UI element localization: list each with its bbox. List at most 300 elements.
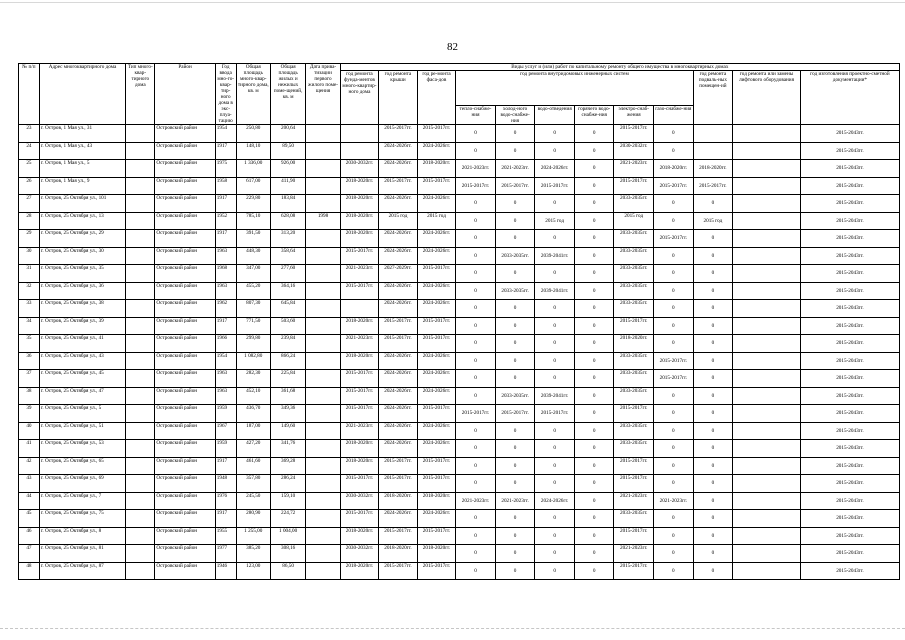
year-cell: 1976 [215,492,236,510]
elevator-cell [733,457,801,475]
facade-cell: 2024-2026гг. [417,282,456,300]
living-area-cell: 341,76 [270,440,305,458]
sewer-cell: 0 [535,300,575,318]
foundation-cell: 2021-2023гг. [340,422,379,440]
gas-cell: 0 [654,300,694,318]
total-area-cell: 245,50 [236,492,270,510]
elevator-cell [733,545,801,563]
header-design: год изготовления проектно-сметной документации* [800,71,899,125]
sewer-cell: 0 [535,475,575,493]
facade-cell: 2018-2020гг. [417,160,456,178]
privatization-cell [306,527,340,545]
basement-cell: 0 [693,510,733,528]
living-area-cell: 239,84 [270,335,305,353]
heat-supply-cell: 0 [456,545,496,563]
design-docs-cell: 2015-2043гг. [800,212,899,230]
roof-cell: 2024-2026гг. [379,387,418,405]
elevator-cell [733,265,801,283]
electric-cell: 2033-2035гг. [614,387,654,405]
heat-supply-cell: 0 [456,230,496,248]
privatization-cell [306,405,340,423]
total-area-cell: 347,00 [236,265,270,283]
table-row [19,422,900,440]
cold-water-cell: 0 [495,212,535,230]
basement-cell: 0 [693,282,733,300]
hot-water-cell: 0 [574,422,614,440]
district-cell: Островский район [155,335,215,353]
address-cell: г. Остров, 25 Октября ул., 75 [39,510,125,528]
gas-cell: 0 [654,195,694,213]
basement-cell: 0 [693,230,733,248]
address-cell: г. Остров, 25 Октября ул., 53 [39,440,125,458]
basement-cell: 0 [693,265,733,283]
total-area-cell: 427,20 [236,440,270,458]
sewer-cell: 0 [535,195,575,213]
house-type-cell [126,422,155,440]
design-docs-cell: 2015-2043гг. [800,545,899,563]
hot-water-cell: 0 [574,457,614,475]
year-cell: 1954 [215,125,236,143]
privatization-cell [306,195,340,213]
table-row [19,247,900,265]
elevator-cell [733,142,801,160]
roof-cell: 2024-2026гг. [379,142,418,160]
table-row [19,405,900,423]
privatization-cell: 1998 [306,212,340,230]
foundation-cell: 2015-2017гг. [340,387,379,405]
roof-cell: 2024-2026гг. [379,247,418,265]
house-type-cell [126,527,155,545]
foundation-cell: 2018-2020гг. [340,527,379,545]
sewer-cell: 0 [535,527,575,545]
sewer-cell: 2015-2017гг. [535,177,575,195]
sewer-cell: 2024-2026гг. [535,160,575,178]
elevator-cell [733,317,801,335]
cold-water-cell: 0 [495,370,535,388]
heat-supply-cell: 0 [456,282,496,300]
facade-cell: 2024-2026гг. [417,247,456,265]
gas-cell: 2015-2017гг. [654,177,694,195]
facade-cell: 2024-2026гг. [417,440,456,458]
house-type-cell [126,300,155,318]
table-row [19,370,900,388]
row-number: 29 [19,230,40,248]
living-area-cell: 224,72 [270,510,305,528]
house-type-cell [126,457,155,475]
header-nonres-area: Общая площадь жилых и нежилых поме-щений, кв. м [270,64,305,125]
total-area-cell: 455,20 [236,282,270,300]
heat-supply-cell: 0 [456,457,496,475]
gas-cell: 0 [654,562,694,580]
roof-cell: 2024-2026гг. [379,160,418,178]
foundation-cell: 2018-2020гг. [340,212,379,230]
sewer-cell: 0 [535,562,575,580]
basement-cell [693,142,733,160]
design-docs-cell: 2015-2043гг. [800,300,899,318]
year-cell: 1962 [215,300,236,318]
privatization-cell [306,125,340,143]
basement-cell: 0 [693,300,733,318]
district-cell: Островский район [155,475,215,493]
cold-water-cell: 2015-2017гг. [495,405,535,423]
table-body [19,125,900,580]
district-cell: Островский район [155,510,215,528]
basement-cell: 0 [693,370,733,388]
year-cell: 1963 [215,282,236,300]
privatization-cell [306,440,340,458]
heat-supply-cell: 0 [456,247,496,265]
heat-supply-cell: 0 [456,422,496,440]
cold-water-cell: 0 [495,510,535,528]
total-area-cell: 436,70 [236,405,270,423]
table-row [19,352,900,370]
year-cell: 1975 [215,160,236,178]
facade-cell: 2024-2026гг. [417,300,456,318]
sewer-cell: 0 [535,510,575,528]
house-type-cell [126,282,155,300]
facade-cell: 2024-2026гг. [417,422,456,440]
total-area-cell: 148,10 [236,142,270,160]
row-number: 38 [19,387,40,405]
hot-water-cell: 0 [574,405,614,423]
table-row [19,510,900,528]
elevator-cell [733,212,801,230]
foundation-cell: 2015-2017гг. [340,510,379,528]
design-docs-cell: 2015-2043гг. [800,422,899,440]
total-area-cell: 229,80 [236,195,270,213]
roof-cell: 2018-2020гг. [379,545,418,563]
cold-water-cell: 0 [495,527,535,545]
privatization-cell [306,265,340,283]
hot-water-cell: 0 [574,125,614,143]
sewer-cell: 2015 год [535,212,575,230]
elevator-cell [733,475,801,493]
privatization-cell [306,510,340,528]
living-area-cell: 86,50 [270,562,305,580]
heat-supply-cell: 2021-2023гг. [456,492,496,510]
total-area-cell: 452,10 [236,387,270,405]
row-number: 31 [19,265,40,283]
basement-cell: 2015 год [693,212,733,230]
address-cell: г. Остров, 25 Октября ул., 35 [39,265,125,283]
page-bottom-edge [0,628,905,629]
district-cell: Островский район [155,125,215,143]
living-area-cell: 866,24 [270,352,305,370]
table-row [19,317,900,335]
address-cell: г. Остров, 25 Октября ул., 101 [39,195,125,213]
electric-cell: 2030-2032гг. [614,142,654,160]
capital-repair-table [18,63,900,580]
electric-cell: 2033-2035гг. [614,300,654,318]
page-number: 82 [447,41,458,53]
address-cell: г. Остров, 1 Мая ул., 31 [39,125,125,143]
house-type-cell [126,177,155,195]
row-number: 36 [19,352,40,370]
heat-supply-cell: 0 [456,527,496,545]
electric-cell: 2033-2035гг. [614,195,654,213]
hot-water-cell: 0 [574,370,614,388]
roof-cell: 2024-2026гг. [379,300,418,318]
elevator-cell [733,177,801,195]
row-number: 41 [19,440,40,458]
total-area-cell: 391,50 [236,230,270,248]
total-area-cell: 123,00 [236,562,270,580]
year-cell: 1917 [215,510,236,528]
table-row [19,265,900,283]
year-cell: 1948 [215,475,236,493]
cold-water-cell: 0 [495,142,535,160]
heat-supply-cell: 0 [456,195,496,213]
design-docs-cell: 2015-2043гг. [800,475,899,493]
header-address: Адрес многоквартирного дома [39,64,125,125]
header-facade: год ре-монта фаса-дов [417,71,456,125]
table-row [19,335,900,353]
living-area-cell: 364,16 [270,282,305,300]
electric-cell: 2015-2017гг. [614,562,654,580]
hot-water-cell: 0 [574,142,614,160]
gas-cell: 0 [654,247,694,265]
cold-water-cell: 0 [495,195,535,213]
cold-water-cell: 0 [495,335,535,353]
table-row [19,125,900,143]
foundation-cell: 2018-2020гг. [340,457,379,475]
cold-water-cell: 2015-2017гг. [495,177,535,195]
electric-cell: 2021-2023гг. [614,492,654,510]
row-number: 35 [19,335,40,353]
table-row [19,545,900,563]
living-area-cell: 149,60 [270,422,305,440]
district-cell: Островский район [155,247,215,265]
total-area-cell: 385,20 [236,545,270,563]
heat-supply-cell: 0 [456,212,496,230]
design-docs-cell: 2015-2043гг. [800,230,899,248]
living-area-cell: 313,20 [270,230,305,248]
facade-cell: 2015-2017гг. [417,265,456,283]
address-cell: г. Остров, 25 Октября ул., 8 [39,527,125,545]
cold-water-cell: 0 [495,230,535,248]
total-area-cell: 771,50 [236,317,270,335]
house-type-cell [126,492,155,510]
year-cell: 1946 [215,562,236,580]
header-year: Год ввода мно-го-квар-тир-ного дома в экс-плуа-тацию [215,64,236,125]
foundation-cell: 2030-2032гг. [340,492,379,510]
year-cell: 1954 [215,352,236,370]
electric-cell: 2015-2017гг. [614,125,654,143]
heat-supply-cell: 0 [456,370,496,388]
address-cell: г. Остров, 25 Октября ул., 43 [39,352,125,370]
header-heat: тепло-снабже-ния [456,106,496,125]
electric-cell: 2033-2035гг. [614,247,654,265]
hot-water-cell: 0 [574,300,614,318]
design-docs-cell: 2015-2043гг. [800,370,899,388]
heat-supply-cell: 2015-2017гг. [456,405,496,423]
year-cell: 1917 [215,195,236,213]
foundation-cell [340,125,379,143]
electric-cell: 2033-2035гг. [614,352,654,370]
gas-cell: 0 [654,475,694,493]
house-type-cell [126,265,155,283]
design-docs-cell: 2015-2043гг. [800,562,899,580]
sewer-cell: 0 [535,457,575,475]
foundation-cell: 2021-2023гг. [340,335,379,353]
gas-cell: 0 [654,335,694,353]
house-type-cell [126,545,155,563]
gas-cell: 0 [654,440,694,458]
design-docs-cell: 2015-2043гг. [800,125,899,143]
design-docs-cell: 2015-2043гг. [800,282,899,300]
facade-cell: 2024-2026гг. [417,230,456,248]
roof-cell: 2015-2017гг. [379,527,418,545]
facade-cell: 2024-2026гг. [417,142,456,160]
row-number: 23 [19,125,40,143]
total-area-cell: 1 336,00 [236,160,270,178]
year-cell: 1963 [215,387,236,405]
house-type-cell [126,562,155,580]
design-docs-cell: 2015-2043гг. [800,247,899,265]
electric-cell: 2015-2017гг. [614,317,654,335]
design-docs-cell: 2015-2043гг. [800,492,899,510]
address-cell: г. Остров, 25 Октября ул., 47 [39,387,125,405]
address-cell: г. Остров, 25 Октября ул., 51 [39,422,125,440]
address-cell: г. Остров, 25 Октября ул., 41 [39,335,125,353]
year-cell: 1917 [215,317,236,335]
cold-water-cell: 0 [495,265,535,283]
house-type-cell [126,247,155,265]
header-priv-date: Дата прива-тизации первого жилого поме-щения [306,64,340,125]
privatization-cell [306,177,340,195]
privatization-cell [306,387,340,405]
basement-cell: 0 [693,195,733,213]
year-cell: 1959 [215,405,236,423]
house-type-cell [126,352,155,370]
heat-supply-cell: 0 [456,125,496,143]
table-row [19,527,900,545]
year-cell: 1968 [215,265,236,283]
hot-water-cell: 0 [574,527,614,545]
header-num: № п/п [19,64,40,125]
electric-cell: 2018-2020гг. [614,335,654,353]
privatization-cell [306,160,340,178]
roof-cell: 2018-2020гг. [379,492,418,510]
district-cell: Островский район [155,265,215,283]
gas-cell: 0 [654,265,694,283]
year-cell: 1967 [215,422,236,440]
heat-supply-cell: 0 [456,387,496,405]
gas-cell: 0 [654,317,694,335]
heat-supply-cell: 2021-2023гг. [456,160,496,178]
elevator-cell [733,282,801,300]
electric-cell: 2033-2035гг. [614,422,654,440]
foundation-cell: 2018-2020гг. [340,440,379,458]
foundation-cell [340,300,379,318]
roof-cell: 2015-2017гг. [379,177,418,195]
sewer-cell: 0 [535,545,575,563]
address-cell: г. Остров, 25 Октября ул., 13 [39,212,125,230]
elevator-cell [733,387,801,405]
house-type-cell [126,370,155,388]
year-cell: 1958 [215,177,236,195]
table-row [19,440,900,458]
hot-water-cell: 0 [574,475,614,493]
cold-water-cell: 0 [495,300,535,318]
total-area-cell: 617,00 [236,177,270,195]
privatization-cell [306,335,340,353]
hot-water-cell: 0 [574,247,614,265]
sewer-cell: 0 [535,142,575,160]
basement-cell: 0 [693,335,733,353]
sewer-cell: 2039-2041гг. [535,387,575,405]
district-cell: Островский район [155,527,215,545]
design-docs-cell: 2015-2043гг. [800,195,899,213]
roof-cell: 2024-2026гг. [379,405,418,423]
header-hot-water: горячего водо-снабже-ния [574,106,614,125]
basement-cell: 2015-2017гг. [693,177,733,195]
gas-cell: 2015-2017гг. [654,352,694,370]
hot-water-cell: 0 [574,317,614,335]
foundation-cell: 2018-2020гг. [340,352,379,370]
cold-water-cell: 2021-2023гг. [495,492,535,510]
sewer-cell: 0 [535,370,575,388]
facade-cell: 2015-2017гг. [417,335,456,353]
row-number: 30 [19,247,40,265]
year-cell: 1917 [215,142,236,160]
basement-cell: 0 [693,440,733,458]
table-row [19,457,900,475]
living-area-cell: 361,68 [270,387,305,405]
living-area-cell: 183,84 [270,195,305,213]
gas-cell: 0 [654,282,694,300]
heat-supply-cell: 0 [456,317,496,335]
row-number: 33 [19,300,40,318]
district-cell: Островский район [155,422,215,440]
basement-cell: 0 [693,387,733,405]
table-row [19,387,900,405]
hot-water-cell: 0 [574,352,614,370]
total-area-cell: 282,30 [236,370,270,388]
heat-supply-cell: 0 [456,265,496,283]
page-top-edge [0,2,905,3]
district-cell: Островский район [155,545,215,563]
address-cell: г. Остров, 25 Октября ул., 38 [39,300,125,318]
district-cell: Островский район [155,177,215,195]
basement-cell: 0 [693,352,733,370]
district-cell: Островский район [155,387,215,405]
basement-cell: 0 [693,247,733,265]
row-number: 37 [19,370,40,388]
basement-cell: 0 [693,317,733,335]
foundation-cell: 2018-2020гг. [340,230,379,248]
cold-water-cell: 0 [495,475,535,493]
address-cell: г. Остров, 25 Октября ул., 36 [39,282,125,300]
basement-cell: 0 [693,527,733,545]
facade-cell: 2015-2017гг. [417,527,456,545]
privatization-cell [306,247,340,265]
district-cell: Островский район [155,300,215,318]
sewer-cell: 0 [535,352,575,370]
foundation-cell [340,142,379,160]
elevator-cell [733,422,801,440]
address-cell: г. Остров, 25 Октября ул., 69 [39,475,125,493]
hot-water-cell: 0 [574,160,614,178]
electric-cell: 2033-2035гг. [614,230,654,248]
elevator-cell [733,405,801,423]
gas-cell: 0 [654,125,694,143]
foundation-cell: 2015-2017гг. [340,370,379,388]
foundation-cell: 2015-2017гг. [340,247,379,265]
privatization-cell [306,422,340,440]
year-cell: 1963 [215,370,236,388]
address-cell: г. Остров, 1 Мая ул., 5 [39,160,125,178]
